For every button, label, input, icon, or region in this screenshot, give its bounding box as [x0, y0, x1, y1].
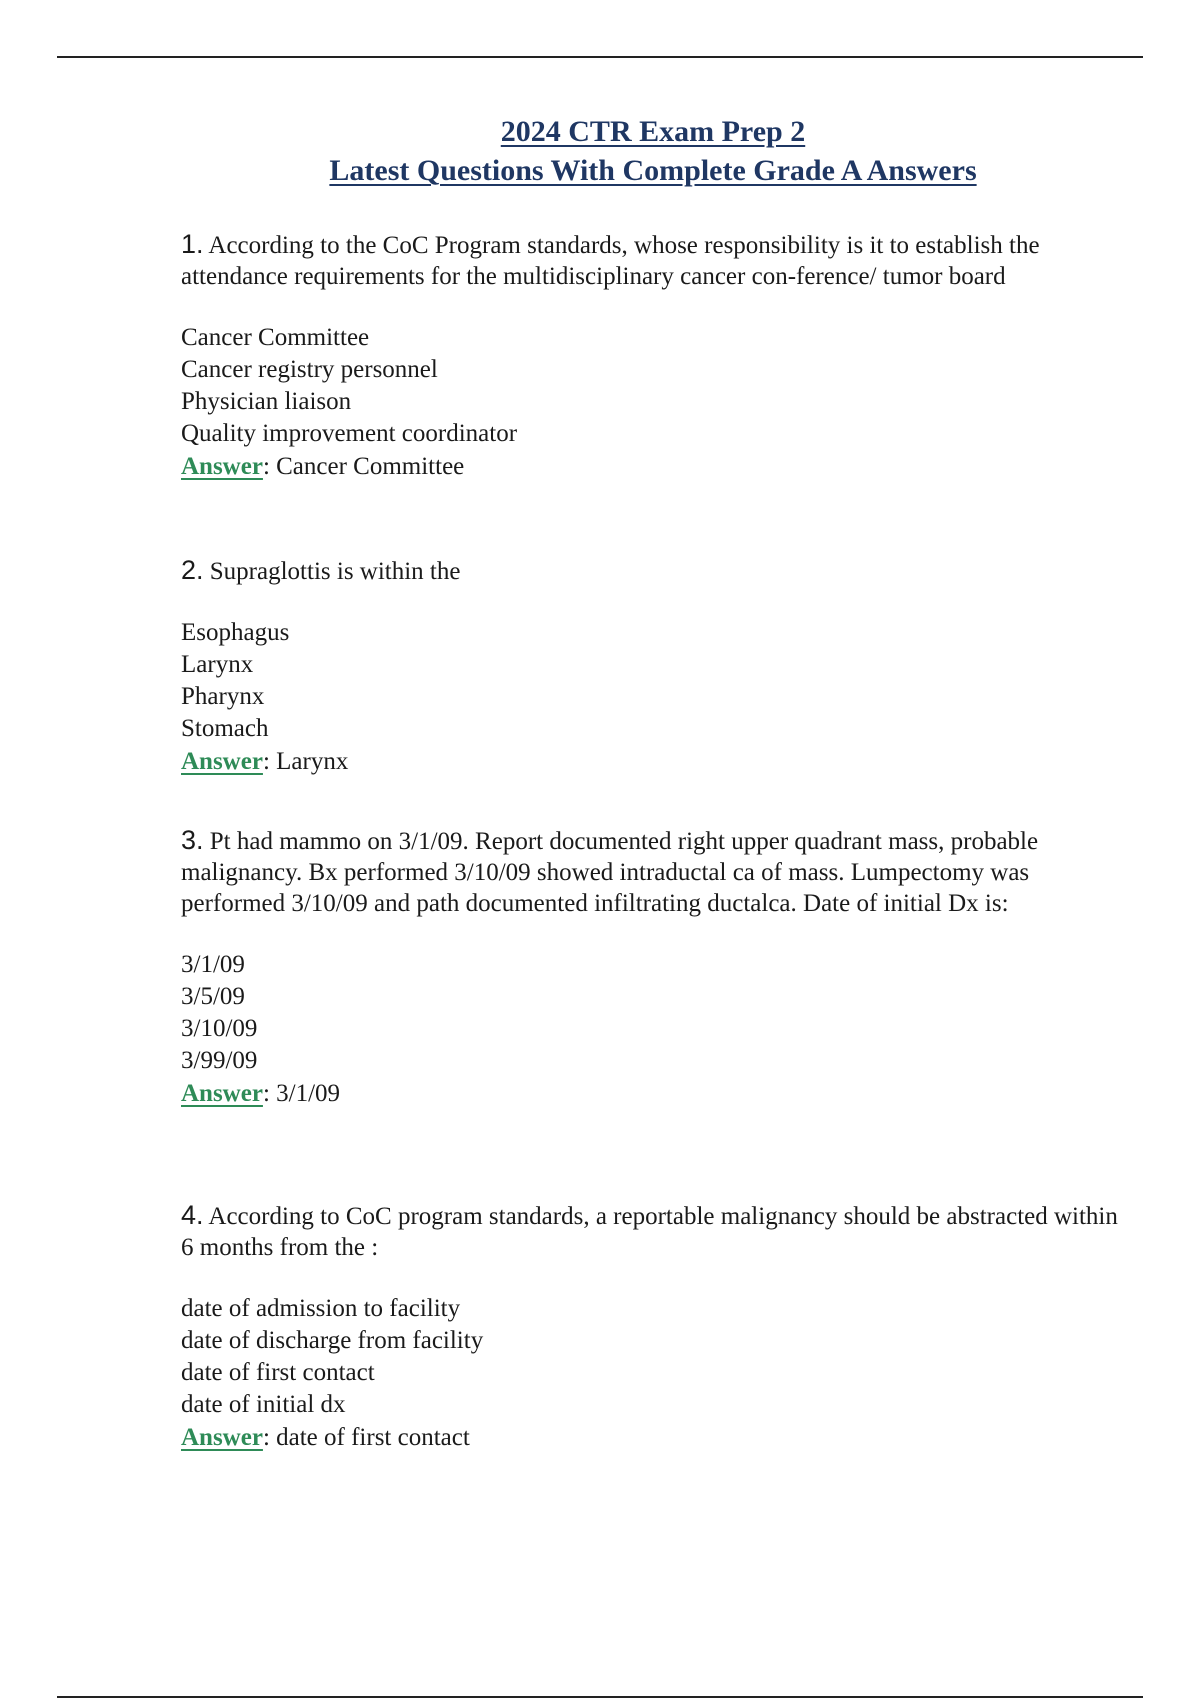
option-item: Pharynx	[181, 683, 265, 710]
option-item: Cancer registry personnel	[181, 356, 438, 383]
option-item: 3/5/09	[181, 983, 245, 1010]
question-text: 4. According to CoC program standards, a reportable malignancy should be abstracted within 6 months from the :	[181, 1200, 1118, 1261]
answer-line: Answer: date of first contact	[181, 1424, 470, 1451]
options-list	[181, 1293, 1131, 1421]
option-item: 3/99/09	[181, 1047, 258, 1074]
option-item: Stomach	[181, 715, 269, 742]
answer-line: Answer: Larynx	[181, 748, 349, 775]
option-item: 3/10/09	[181, 1015, 258, 1042]
option-item: 3/1/09	[181, 951, 245, 978]
answer-label: Answer	[181, 453, 263, 480]
question-2	[181, 555, 1131, 779]
option-item: date of discharge from facility	[181, 1327, 484, 1354]
option-item: Physician liaison	[181, 388, 352, 415]
answer-label: Answer	[181, 1424, 263, 1451]
bottom-rule	[57, 1696, 1143, 1698]
question-3	[181, 825, 1131, 1111]
answer-line: Answer: Cancer Committee	[181, 453, 465, 480]
option-item: Cancer Committee	[181, 324, 370, 351]
option-item: Esophagus	[181, 619, 290, 646]
answer-label: Answer	[181, 1080, 263, 1107]
options-list	[181, 617, 1131, 745]
title-line-1: 2024 CTR Exam Prep 2	[500, 115, 806, 148]
option-item: date of admission to facility	[181, 1295, 461, 1322]
option-item: date of initial dx	[181, 1391, 346, 1418]
option-item: Larynx	[181, 651, 254, 678]
option-item: date of first contact	[181, 1359, 375, 1386]
question-text: 3. Pt had mammo on 3/1/09. Report documented right upper quadrant mass, probable malignancy. Bx performed 3/10/09 showed intraductal ca of mass. Lumpectomy was performed 3/10/09 and path documented infiltrating ductalca. Date of initial Dx is:	[181, 825, 1039, 917]
options-list	[181, 949, 1131, 1077]
question-text: 2. Supraglottis is within the	[181, 555, 461, 585]
title-line-2: Latest Questions With Complete Grade A Answers	[329, 154, 977, 187]
option-item: Quality improvement coordinator	[181, 420, 518, 447]
question-1	[181, 229, 1131, 484]
top-rule	[57, 56, 1143, 58]
question-text: 1. According to the CoC Program standards, whose responsibility is it to establish the attendance requirements for the multidisciplinary cancer con-ference/ tumor board	[181, 229, 1040, 290]
answer-label: Answer	[181, 748, 263, 775]
options-list	[181, 322, 1131, 450]
answer-line: Answer: 3/1/09	[181, 1080, 341, 1107]
question-4	[181, 1200, 1131, 1455]
document-title	[0, 112, 1200, 190]
